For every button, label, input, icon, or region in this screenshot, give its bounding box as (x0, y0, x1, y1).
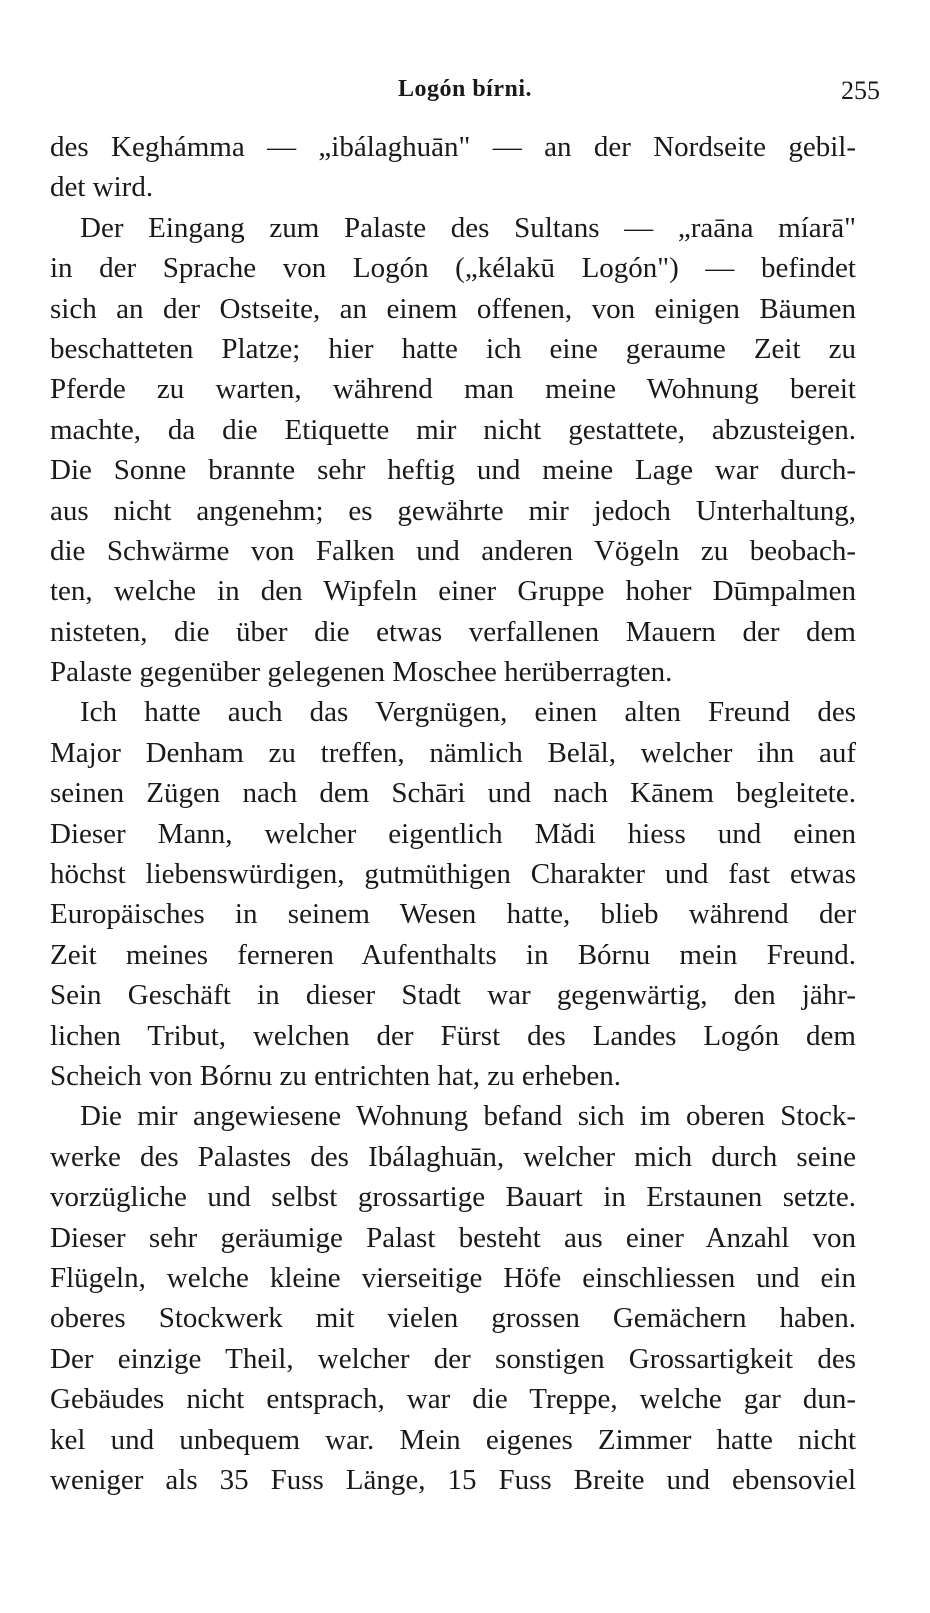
text-line: Dieser sehr geräumige Palast besteht aus einer Anzahl von (50, 1221, 856, 1254)
text-line: vorzügliche und selbst grossartige Bauart in Erstaunen setzte. (50, 1181, 856, 1214)
paragraph (50, 692, 856, 1096)
running-title: Logón bírni. (397, 76, 533, 102)
page-number: 255 (841, 76, 880, 105)
text-line: höchst liebenswürdigen, gutmüthigen Charakter und fast etwas (50, 858, 856, 891)
text-line: werke des Palastes des Ibálaghuān, welcher mich durch seine (50, 1140, 856, 1173)
text-line: Europäisches in seinem Wesen hatte, blieb während der (50, 898, 856, 931)
text-line: Ich hatte auch das Vergnügen, einen alten Freund des (80, 696, 856, 729)
text-line: Der einzige Theil, welcher der sonstigen Grossartigkeit des (50, 1342, 856, 1375)
text-line: ten, welche in den Wipfeln einer Gruppe hoher Dūmpalmen (50, 575, 856, 608)
text-line: des Keghámma — „ibálaghuān" — an der Nordseite gebil- (50, 131, 856, 163)
page-header (50, 76, 880, 110)
text-line: Gebäudes nicht entsprach, war die Treppe, welche gar dun- (50, 1383, 856, 1416)
text-line: Pferde zu warten, während man meine Wohnung bereit (50, 373, 856, 406)
text-line: oberes Stockwerk mit vielen grossen Gemächern haben. (50, 1302, 856, 1335)
paragraph (50, 208, 856, 693)
text-line: Scheich von Bórnu zu entrichten hat, zu erheben. (50, 1059, 621, 1092)
text-line: in der Sprache von Logón („kélakū Logón") — befindet (50, 252, 856, 285)
text-line: machte, da die Etiquette mir nicht gestattete, abzusteigen. (50, 413, 856, 446)
text-line: lichen Tribut, welchen der Fürst des Landes Logón dem (50, 1019, 856, 1052)
text-line: Die mir angewiesene Wohnung befand sich im oberen Stock- (80, 1100, 856, 1133)
text-line: beschatteten Platze; hier hatte ich eine geraume Zeit zu (50, 332, 856, 365)
text-line: Palaste gegenüber gelegenen Moschee herüberragten. (50, 656, 673, 689)
text-line: die Schwärme von Falken und anderen Vögeln zu beobach- (50, 534, 856, 567)
paragraph (50, 1096, 856, 1500)
text-line: sich an der Ostseite, an einem offenen, von einigen Bäumen (50, 292, 856, 325)
paragraph (50, 127, 856, 208)
text-line: Zeit meines ferneren Aufenthalts in Bórnu mein Freund. (50, 938, 856, 971)
text-line: Flügeln, welche kleine vierseitige Höfe einschliessen und ein (50, 1261, 856, 1294)
text-line: seinen Zügen nach dem Schāri und nach Kānem begleitete. (50, 777, 856, 810)
text-line: Der Eingang zum Palaste des Sultans — „raāna míarā" (80, 211, 856, 244)
text-line: Major Denham zu treffen, nämlich Belāl, welcher ihn auf (50, 736, 856, 769)
text-line: kel und unbequem war. Mein eigenes Zimmer hatte nicht (50, 1423, 856, 1456)
text-line: aus nicht angenehm; es gewährte mir jedoch Unterhaltung, (50, 494, 856, 527)
text-line: det wird. (50, 171, 154, 204)
text-line: weniger als 35 Fuss Länge, 15 Fuss Breite und ebensoviel (50, 1463, 856, 1496)
text-line: Sein Geschäft in dieser Stadt war gegenwärtig, den jähr- (50, 979, 856, 1012)
text-line: Die Sonne brannte sehr heftig und meine Lage war durch- (50, 454, 856, 487)
text-line: Dieser Mann, welcher eigentlich Mădi hiess und einen (50, 817, 856, 850)
body-text (50, 127, 856, 1500)
text-line: nisteten, die über die etwas verfallenen Mauern der dem (50, 615, 856, 648)
